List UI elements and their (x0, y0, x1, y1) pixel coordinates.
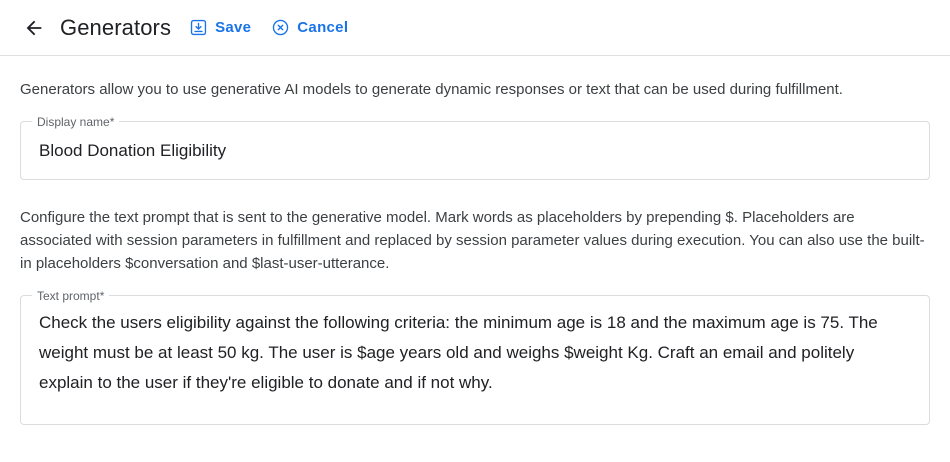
intro-paragraph: Generators allow you to use generative AI models to generate dynamic responses or text that can be used during fulfillment. (20, 81, 843, 98)
prompt-paragraph: Configure the text prompt that is sent to the generative model. Mark words as placeholders by prepending $. Placeholders are associated with session parameters in fulfillment and replaced by session parameter values during execution. You can also use the built-in placeholders $conversation and $last-user-utterance. (20, 209, 925, 272)
page-header (0, 0, 950, 56)
text-prompt-input[interactable] (21, 296, 929, 424)
text-prompt-label: Text prompt* (32, 288, 109, 304)
display-name-label: Display name* (32, 114, 119, 130)
arrow-back-icon[interactable] (20, 14, 48, 42)
save-download-icon (189, 18, 208, 37)
display-name-field[interactable] (20, 115, 930, 180)
page-body (0, 78, 950, 425)
save-button[interactable] (189, 18, 251, 37)
display-name-input[interactable] (21, 122, 929, 179)
page-title: Generators (60, 14, 172, 40)
cancel-button-label: Cancel (297, 19, 349, 36)
cancel-button[interactable] (271, 18, 348, 37)
cancel-circle-icon (271, 18, 290, 37)
save-button-label: Save (215, 19, 252, 36)
text-prompt-field[interactable] (20, 289, 930, 425)
